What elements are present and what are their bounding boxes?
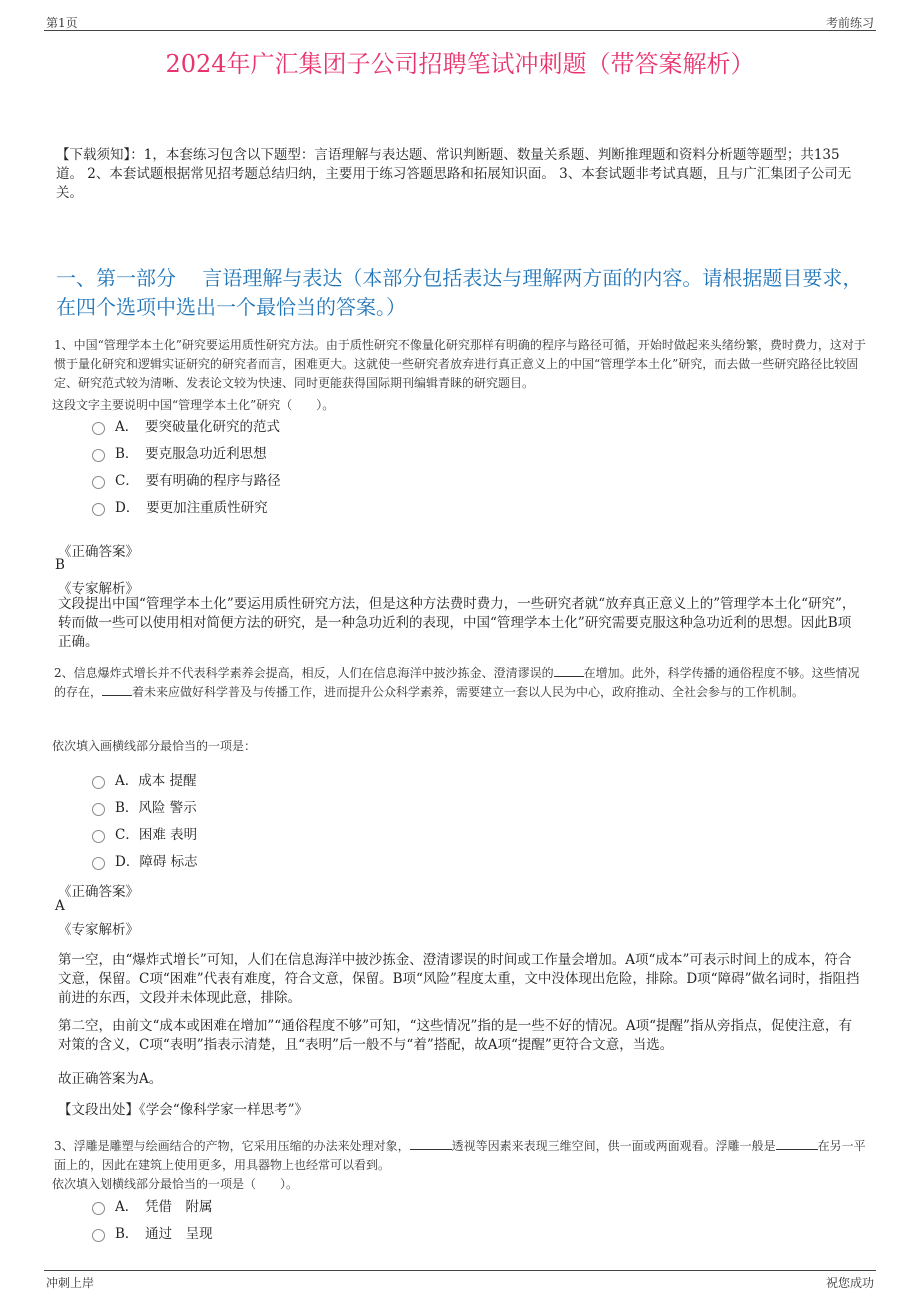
question-1-option-d[interactable]: D． 要更加注重质性研究 [92,496,268,516]
page-number: 第1页 [46,16,78,30]
fill-blank [102,683,132,696]
question-1-text: 1、中国“管理学本土化”研究要运用质性研究方法。由于质性研究不像量化研究那样有明确的程序与路径可循，开始时做起来头绪纷繁，费时费力，这对于惯于量化研究和逻辑实证研究的研究者而言，困难更大。这就使一些研究者放弃进行真正意义上的中国“管理学本土化”研究，而去做一些研究路径比较固定、研究范式较为清晰、发表论文较为快速、同时更能获得国际期刊编辑青睐的研究题目。 [54,338,866,390]
question-2-answer-label: 《正确答案》 [58,884,139,900]
question-1-analysis-label: 《专家解析》 [58,581,139,597]
radio-icon[interactable] [92,1229,105,1242]
radio-icon[interactable] [92,449,105,462]
question-1-analysis: 文段提出中国“管理学本土化”要运用质性研究方法，但是这种方法费时费力，一些研究者就“放弃真正意义上的”管理学本土化“研究”，转而做一些可以使用相对简便方法的研究，是一种急功近利的表现，中国“管理学本土化”研究需要克服这种急功近利的思想。因此B项正确。 [58,596,856,650]
radio-icon[interactable] [92,857,105,870]
question-3-option-a[interactable]: A． 凭借 附属 [92,1195,213,1215]
fill-blank [410,1137,452,1150]
radio-icon[interactable] [92,503,105,516]
radio-icon[interactable] [92,803,105,816]
fill-blank [554,664,584,677]
question-2-text: 2、信息爆炸式增长并不代表科学素养会提高，相反，人们在信息海洋中披沙拣金、澄清谬误的 在增加。此外，科学传播的通俗程度不够。这些情况的存在， 着未来应做好科学普及与传播工作，进而提升公众科学素养，需要建立一套以人民为中心，政府推动、全社会参与的工作机制。 [54,666,860,699]
section-heading: 一、第一部分 言语理解与表达（本部分包括表达与理解两方面的内容。请根据题目要求，在四个选项中选出一个最恰当的答案。） [56,266,863,319]
question-1-option-b[interactable]: B． 要克服急功近利思想 [92,442,267,462]
question-2-option-b[interactable]: B．风险 警示 [92,796,197,816]
question-2-answer: A [55,898,65,914]
question-1-answer-label: 《正确答案》 [58,544,139,560]
radio-icon[interactable] [92,422,105,435]
question-1-stem: 这段文字主要说明中国“管理学本土化”研究（ ）。 [52,398,335,412]
page-footer [44,1270,876,1289]
download-notice: 【下载须知】：1，本套练习包含以下题型：言语理解与表达题、常识判断题、数量关系题、判断推理题和资料分析题等题型；共135道。 2、本套试题根据常见招考题总结归纳，主要用于练习答题思路和拓展知识面。 3、本套试题非考试真题，且与广汇集团子公司无关。 [56,147,852,201]
question-2-option-d[interactable]: D．障碍 标志 [92,850,198,870]
question-1-option-a[interactable]: A． 要突破量化研究的范式 [92,415,280,435]
question-3-text: 3、浮雕是雕塑与绘画结合的产物，它采用压缩的办法来处理对象， 透视等因素来表现三维空间，供一面或两面观看。浮雕一般是 在另一平面上的，因此在建筑上使用更多，用具器物上也经常可以看到。 [54,1139,866,1172]
radio-icon[interactable] [92,1202,105,1215]
document-title: 2024年广汇集团子公司招聘笔试冲刺题（带答案解析） [165,50,755,78]
question-2-conclusion: 故正确答案为A。 [58,1071,163,1087]
page-header [44,12,876,31]
question-2-analysis-para-2: 第二空，由前文“成本或困难在增加”“通俗程度不够”可知，“这些情况”指的是一些不好的情况。A项“提醒”指从旁指点，促使注意，有对策的含义，C项“表明”指表示清楚，且“表明”后一般不与“着”搭配，故A项“提醒”更符合文意，当选。 [58,1018,852,1053]
footer-right: 祝您成功 [825,1276,874,1290]
question-2-analysis-label: 《专家解析》 [58,922,139,938]
question-3-stem: 依次填入划横线部分最恰当的一项是（ ）。 [52,1177,299,1191]
question-1-answer: B [55,557,65,573]
footer-left: 冲刺上岸 [46,1276,95,1290]
question-2-source: 【文段出处】《学会“像科学家一样思考”》 [58,1102,309,1118]
radio-icon[interactable] [92,776,105,789]
header-label: 考前练习 [825,16,874,30]
question-1-option-c[interactable]: C． 要有明确的程序与路径 [92,469,281,489]
question-2-option-c[interactable]: C．困难 表明 [92,823,197,843]
radio-icon[interactable] [92,476,105,489]
question-2-analysis-para-1: 第一空，由“爆炸式增长”可知，人们在信息海洋中披沙拣金、澄清谬误的时间或工作量会增加。A项“成本”可表示时间上的成本，符合文意，保留。C项“困难”代表有难度，符合文意，保留。B项“风险”程度太重，文中没体现出危险，排除。D项“障碍”做名词时，指阻挡前进的东西，文段并未体现此意，排除。 [58,952,860,1006]
question-2-stem: 依次填入画横线部分最恰当的一项是： [52,739,257,753]
fill-blank [776,1137,818,1150]
question-2-option-a[interactable]: A．成本 提醒 [92,769,197,789]
radio-icon[interactable] [92,830,105,843]
question-3-option-b[interactable]: B． 通过 呈现 [92,1222,213,1242]
